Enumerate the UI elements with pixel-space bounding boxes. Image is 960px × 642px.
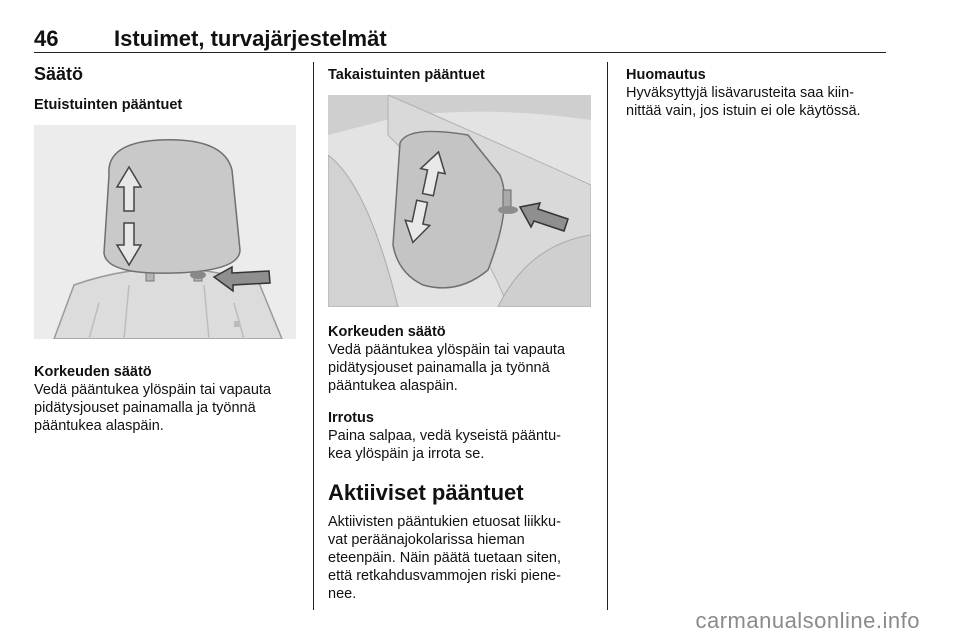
column-divider-1: [313, 62, 314, 610]
subsection-rear-headrests: Takaistuinten pääntuet: [328, 67, 485, 83]
removal-line: kea ylöspäin ja irrota se.: [328, 446, 485, 462]
height-line: pääntukea alaspäin.: [328, 378, 458, 394]
note-heading: Huomautus: [626, 67, 706, 83]
subsection-front-headrests: Etuistuinten pääntuet: [34, 97, 183, 113]
page-header: [34, 26, 886, 50]
header-rule: [34, 52, 886, 53]
active-line: Aktiivisten pääntukien etuosat liikku-: [328, 514, 561, 530]
removal-heading: Irrotus: [328, 410, 374, 426]
section-title: Säätö: [34, 64, 84, 84]
watermark: carmanualsonline.info: [695, 608, 920, 633]
column-3: [626, 62, 888, 120]
note-line: Hyväksyttyjä lisävarusteita saa kiin-: [626, 85, 855, 101]
active-line: eteenpäin. Näin päätä tuetaan siten,: [328, 550, 561, 566]
column-1: [34, 62, 296, 435]
active-line: vat peräänajokolarissa hieman: [328, 532, 525, 548]
height-line: Vedä pääntukea ylöspäin tai vapauta: [328, 342, 566, 358]
chapter-title: Istuimet, turvajärjestelmät: [114, 26, 387, 51]
note-line: nittää vain, jos istuin ei ole käytössä.: [626, 103, 861, 119]
column-divider-2: [607, 62, 608, 610]
caption-line: pääntukea alaspäin.: [34, 418, 164, 434]
removal-line: Paina salpaa, vedä kyseistä pääntu-: [328, 428, 561, 444]
rear-headrest-illustration: [328, 95, 591, 307]
caption-line: pidätysjouset painamalla ja työnnä: [34, 400, 256, 416]
active-line: että retkahdusvammojen riski piene-: [328, 568, 561, 584]
height-line: pidätysjouset painamalla ja työnnä: [328, 360, 550, 376]
height-adjust-heading: Korkeuden säätö: [34, 364, 152, 380]
active-headrests-heading: Aktiiviset pääntuet: [328, 480, 524, 505]
height-adjust-heading: Korkeuden säätö: [328, 324, 446, 340]
caption-line: Vedä pääntukea ylöspäin tai vapauta: [34, 382, 272, 398]
column-2: [328, 62, 594, 603]
page-number: 46: [34, 26, 59, 51]
active-line: nee.: [328, 586, 357, 602]
front-headrest-illustration: [34, 125, 296, 339]
